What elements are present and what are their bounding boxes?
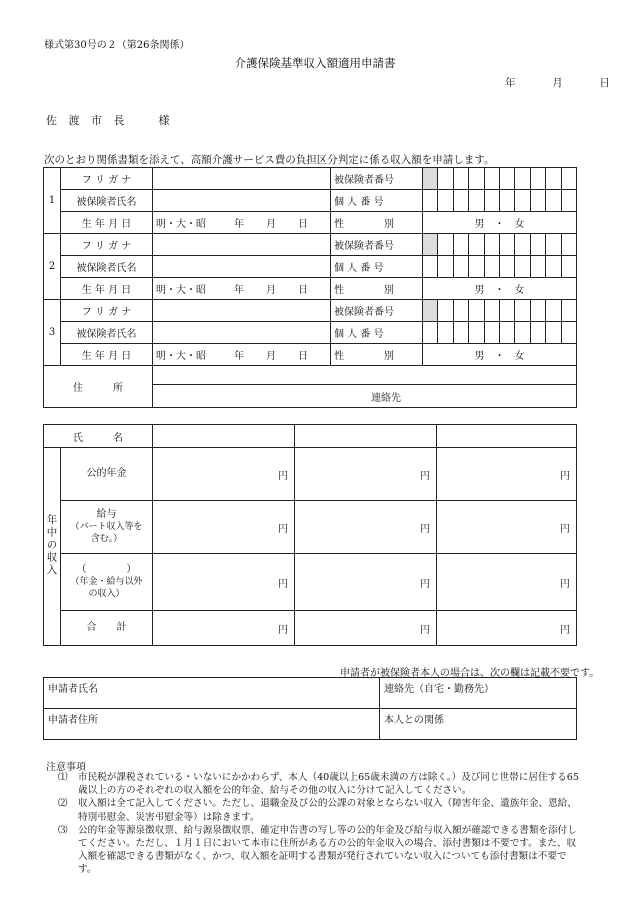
personal-number-boxes[interactable] xyxy=(423,190,577,212)
income-amount-2[interactable] xyxy=(295,448,437,501)
personal-number-boxes[interactable] xyxy=(423,256,577,278)
era-options: 明・大・昭 xyxy=(156,285,206,296)
applicant-relation-field[interactable] xyxy=(380,709,577,740)
birth-month: 月 xyxy=(266,351,276,362)
birth-day: 日 xyxy=(298,351,308,362)
income-row-title: 公的年金 xyxy=(86,468,127,479)
furigana-input[interactable] xyxy=(153,300,331,322)
furigana-input[interactable] xyxy=(153,234,331,256)
insured-name-label: 被保険者氏名 xyxy=(61,256,153,278)
sex-options[interactable]: 男 ・ 女 xyxy=(423,344,577,366)
date-day: 日 xyxy=(599,77,610,89)
person-number: 2 xyxy=(44,234,61,300)
applicant-note: 申請者が被保険者本人の場合は、次の欄は記載不要です。 xyxy=(340,668,600,679)
yen-unit: 円 xyxy=(420,523,430,535)
birth-year: 年 xyxy=(234,351,244,362)
insured-number-label: 被保険者番号 xyxy=(331,300,423,322)
note-item xyxy=(58,771,580,797)
furigana-label: フ リ ガ ナ xyxy=(61,168,153,190)
date-line xyxy=(505,75,610,90)
income-amount-2[interactable] xyxy=(295,501,437,554)
applicant-address-field[interactable] xyxy=(44,709,380,740)
yen-unit: 円 xyxy=(560,470,570,482)
sex-label: 性 別 xyxy=(331,278,423,300)
birth-year: 年 xyxy=(234,219,244,230)
insured-number-boxes[interactable] xyxy=(423,168,577,190)
contact-label: 連絡先 xyxy=(371,392,401,404)
notes-list xyxy=(58,771,580,877)
income-name-label: 氏 名 xyxy=(44,425,153,448)
person-number: 3 xyxy=(44,300,61,366)
income-side-label: 年中の収入 xyxy=(44,448,61,646)
income-name-1[interactable] xyxy=(153,425,295,448)
birth-date-field[interactable] xyxy=(153,212,331,234)
income-amount-3[interactable] xyxy=(437,501,577,554)
insured-name-input[interactable] xyxy=(153,322,331,344)
furigana-label: フ リ ガ ナ xyxy=(61,300,153,322)
yen-unit: 円 xyxy=(560,578,570,590)
yen-unit: 円 xyxy=(278,470,288,482)
income-row-sub: （年金・給与以外の収入） xyxy=(70,577,143,599)
note-text: 収入額は全て記入してください。ただし、退職金及び公的公課の対象とならない収入（障害年金、遺族年金、恩給、特別弔慰金、災害弔慰金等）は除きます。 xyxy=(78,798,577,823)
note-number: ⑶ xyxy=(58,824,68,836)
contact-field[interactable] xyxy=(153,385,577,408)
income-table xyxy=(43,424,577,646)
insured-number-label: 被保険者番号 xyxy=(331,234,423,256)
addressee: 佐 渡 市 長 様 xyxy=(46,114,174,127)
income-row-label xyxy=(61,554,153,611)
income-amount-1[interactable] xyxy=(153,448,295,501)
yen-unit: 円 xyxy=(278,624,288,636)
birth-year: 年 xyxy=(234,285,244,296)
form-title: 介護保険基準収入額適用申請書 xyxy=(234,56,396,70)
sex-label: 性 別 xyxy=(331,212,423,234)
income-row-label xyxy=(61,448,153,501)
income-row-sub: （パート収入等を含む。） xyxy=(70,522,143,544)
income-row-title: （ ） xyxy=(76,564,137,575)
yen-unit: 円 xyxy=(420,624,430,636)
birth-date-field[interactable] xyxy=(153,278,331,300)
insured-name-input[interactable] xyxy=(153,256,331,278)
address-label: 住 所 xyxy=(44,366,153,408)
birth-day: 日 xyxy=(298,219,308,230)
birth-date-label: 生 年 月 日 xyxy=(61,212,153,234)
insured-name-input[interactable] xyxy=(153,190,331,212)
yen-unit: 円 xyxy=(420,470,430,482)
notes-heading: 注意事項 xyxy=(46,762,86,773)
birth-month: 月 xyxy=(266,285,276,296)
insured-number-boxes[interactable] xyxy=(423,300,577,322)
income-amount-3[interactable] xyxy=(437,611,577,646)
personal-number-label: 個 人 番 号 xyxy=(331,256,423,278)
birth-date-field[interactable] xyxy=(153,344,331,366)
income-row-title: 給与 xyxy=(96,509,117,520)
applicant-relation-label: 本人との関係 xyxy=(384,715,444,726)
applicant-name-field[interactable] xyxy=(44,678,380,709)
birth-date-label: 生 年 月 日 xyxy=(61,278,153,300)
era-options: 明・大・昭 xyxy=(156,351,206,362)
sex-options[interactable]: 男 ・ 女 xyxy=(423,212,577,234)
yen-unit: 円 xyxy=(278,523,288,535)
income-row-title: 合 計 xyxy=(86,622,127,633)
note-text: 市民税が課税されている・いないにかかわらず、本人（40歳以上65歳未満の方は除く。）及び同じ世帯に居住する65歳以上の方のそれぞれの収入額を公的年金、給与その他の収入に分けて記入してください。 xyxy=(78,772,579,797)
income-name-3[interactable] xyxy=(437,425,577,448)
note-number: ⑴ xyxy=(58,772,68,783)
date-year: 年 xyxy=(505,77,516,89)
note-item xyxy=(58,824,580,877)
applicant-address-label: 申請者住所 xyxy=(48,715,98,726)
income-amount-2[interactable] xyxy=(295,554,437,611)
furigana-label: フ リ ガ ナ xyxy=(61,234,153,256)
income-row-label xyxy=(61,501,153,554)
sex-options[interactable]: 男 ・ 女 xyxy=(423,278,577,300)
applicant-contact-field[interactable] xyxy=(380,678,577,709)
applicant-contact-label: 連絡先（自宅・勤務先） xyxy=(384,684,494,695)
income-amount-3[interactable] xyxy=(437,448,577,501)
applicant-table xyxy=(43,677,577,740)
birth-month: 月 xyxy=(266,219,276,230)
form-number: 様式第30号の２（第26条関係） xyxy=(44,40,190,51)
person-number: 1 xyxy=(44,168,61,234)
income-amount-1[interactable] xyxy=(153,554,295,611)
yen-unit: 円 xyxy=(560,523,570,535)
applicant-name-label: 申請者氏名 xyxy=(48,684,98,695)
yen-unit: 円 xyxy=(278,578,288,590)
income-row-label xyxy=(61,611,153,646)
address-input[interactable] xyxy=(153,366,577,385)
income-name-2[interactable] xyxy=(295,425,437,448)
sex-label: 性 別 xyxy=(331,344,423,366)
note-number: ⑵ xyxy=(58,798,68,810)
income-amount-1[interactable] xyxy=(153,611,295,646)
yen-unit: 円 xyxy=(560,624,570,636)
note-text: 公的年金等源泉徴収票、給与源泉徴収票、確定申告書の写し等の公的年金及び給与収入額が確認できる書類を添付してください。ただし、１月１日において本市に住所がある方の公的年金収入の場合、添付書類は不要です。また、収入額を確認できる書類がなく、かつ、収入額を証明する書類が発行されていない収入についても添付書類は不要です。 xyxy=(78,824,577,876)
income-amount-1[interactable] xyxy=(153,501,295,554)
insured-name-label: 被保険者氏名 xyxy=(61,190,153,212)
date-month: 月 xyxy=(552,77,563,89)
era-options: 明・大・昭 xyxy=(156,219,206,230)
intro-text: 次のとおり関係書類を添えて、高額介護サービス費の負担区分判定に係る収入額を申請します。 xyxy=(44,154,495,166)
insured-persons-table xyxy=(43,167,577,408)
personal-number-label: 個 人 番 号 xyxy=(331,322,423,344)
note-item xyxy=(58,797,580,823)
income-amount-2[interactable] xyxy=(295,611,437,646)
insured-name-label: 被保険者氏名 xyxy=(61,322,153,344)
insured-number-label: 被保険者番号 xyxy=(331,168,423,190)
birth-date-label: 生 年 月 日 xyxy=(61,344,153,366)
personal-number-label: 個 人 番 号 xyxy=(331,190,423,212)
yen-unit: 円 xyxy=(420,578,430,590)
income-amount-3[interactable] xyxy=(437,554,577,611)
birth-day: 日 xyxy=(298,285,308,296)
insured-number-boxes[interactable] xyxy=(423,234,577,256)
personal-number-boxes[interactable] xyxy=(423,322,577,344)
furigana-input[interactable] xyxy=(153,168,331,190)
